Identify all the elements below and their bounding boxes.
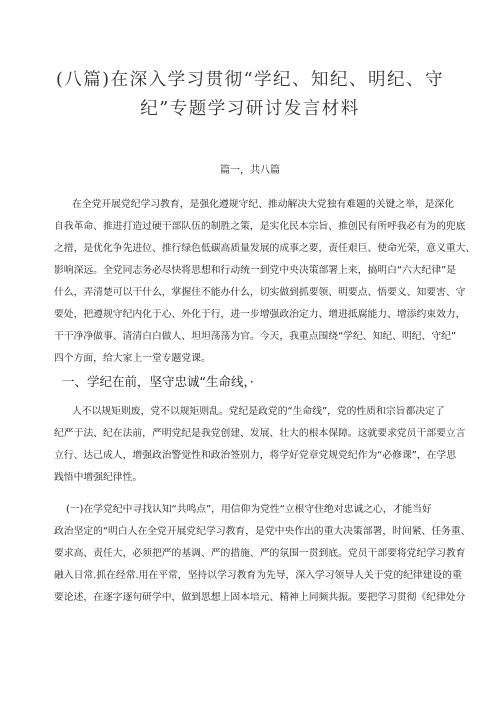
paragraph-line: 之措，是优化争先进位、推行绿色低碳高质量发展的成事之要，责任艰巨、使命光荣，意义重大、 [54, 243, 476, 254]
paragraph-line: 纪严于法、纪在法前，严明党纪是我党创建、发展、壮大的根本保障。这就要求党员干部要立言 [54, 428, 466, 439]
paragraph-line: 什么，弄清楚可以干什么，掌握住不能办什么，切实做到抓要领、明要点、悟要义、知要害、守 [54, 287, 466, 298]
paragraph-line: 自我革命、推进打造过硬干部队伍的制胜之策，是实化民本宗旨、推创民有所呼我必有为的兜底 [54, 221, 466, 232]
section-heading-1: 一、学纪在前，坚守忠诚“生命线，· [62, 374, 254, 389]
paragraph-line: 践悟中增强纪律性。 [54, 472, 143, 483]
document-title-line1: (八篇)在深入学习贯彻“学纪、知纪、明纪、守 [55, 70, 445, 90]
paragraph-line: (一)在学党纪中寻找认知“共鸣点”，用信仰为党性“立根守住绝对忠诚之心，才能当好 [66, 504, 432, 515]
document-title-line2: 纪”专题学习研讨发言材料 [140, 99, 360, 119]
paragraph-line: 要求高、责任大，必须把严的基调、严的措施、严的氛围一贯到底。党员干部要将党纪学习教育 [54, 548, 466, 559]
paragraph-line: 在全党开展党纪学习教育，是强化遵规守纪、推动解决大党独有难题的关键之举，是深化 [72, 199, 455, 210]
section-label: 篇一，共八篇 [220, 165, 280, 176]
paragraph-line: 干干净净做事、清清白白做人、坦坦荡荡为官。今天，我重点围绕“学纪、知纪、明纪、守纪” [54, 331, 457, 342]
paragraph-line: 政治坚定的“明白人在全党开展党纪学习教育，是党中央作出的重大决策部署，时间紧、任务重、 [54, 526, 471, 537]
paragraph-line: 要处，把遵规守纪内化于心、外化于行，进一步增强政治定力、增进抵腐能力、增添约束效力， [54, 309, 466, 320]
paragraph-line: 四个方面，给大家上一堂专题党课。 [54, 353, 211, 364]
paragraph-line: 人不以规矩则废，党不以规矩则乱。党纪是政党的“生命线”，党的性质和宗旨都决定了 [72, 406, 445, 417]
paragraph-line: 要论述，在逐字逐句研学中，做到思想上固本培元、精神上同频共振。要把学习贯彻《纪律处分 [54, 592, 466, 603]
paragraph-line: 融入日常.抓在经常.用在平常，坚持以学习教育为先导，深入学习领导人关于党的纪律建设的重 [54, 570, 462, 581]
paragraph-line: 立行、达己成人，增强政治警觉性和政治签别力，将学好党章党规党纪作为“必修课”，在学思 [54, 450, 457, 461]
paragraph-line: 影响深远。全党同志务必尽快将思想和行动统一到党中央决策部署上来，搞明白“六大纪律”是 [54, 265, 457, 276]
